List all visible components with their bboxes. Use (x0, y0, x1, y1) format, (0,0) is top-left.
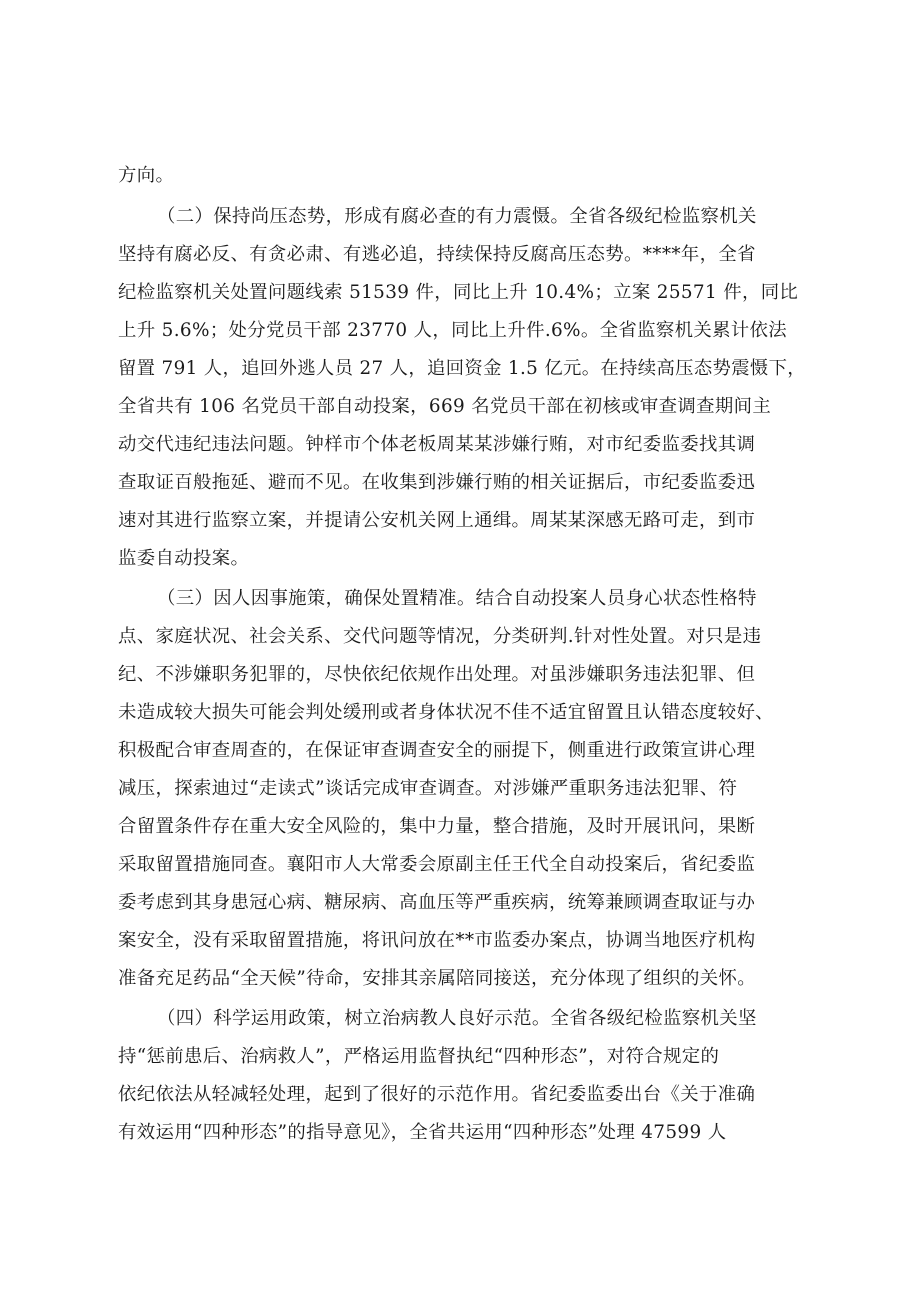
text-line: 留置 791 人，追回外逃人员 27 人，追回资金 1.5 亿元。在持续高压态势震慑下， (118, 358, 806, 379)
text-line: 监委自动投案。 (118, 548, 250, 569)
text-line: 点、家庭状况、社会关系、交代问题等情况，分类研判.针对性处置。对只是违 (118, 626, 762, 647)
text-line: 持“惩前患后、治病救人”，严格运用监督执纪“四种形态”，对符合规定的 (118, 1046, 720, 1067)
paragraph-heading-2: （二）保持尚压态势，形成有腐必查的有力震慑。全省各级纪检监察机关 (157, 206, 757, 227)
text-line: 动交代违纪违法问题。钟样市个体老板周某某涉嫌行贿，对市纪委监委找其调 (118, 434, 756, 455)
text-line: 坚持有腐必反、有贪必肃、有逃必追，持续保持反腐高压态势。****年，全省 (118, 244, 756, 265)
text-line: 委考虑到其身患冠心病、糖尿病、高血压等严重疾病，统筹兼顾调查取证与办 (118, 892, 756, 913)
paragraph-heading-4: （四）科学运用政策，树立治病教人良好示范。全省各级纪检监察机关坚 (157, 1008, 757, 1029)
text-line: 案安全，没有采取留置措施，将讯问放在**市监委办案点，协调当地医疗机构 (118, 930, 756, 951)
text-line: 未造成较大损失可能会判处缓刑或者身体状况不佳不适宜留置且认错态度较好、 (118, 702, 774, 723)
text-line: 方向。 (118, 165, 175, 186)
text-line: 积极配合审查周查的，在保证审查调查安全的丽提下，侧重进行政策宣讲心理 (118, 740, 756, 761)
text-line: 采取留置措施同查。襄阳市人大常委会原副主任王代全自动投案后，省纪委监 (118, 854, 756, 875)
text-line: 有效运用“四种形态”的指导意见》，全省共运用“四种形态”处理 47599 人 (118, 1122, 727, 1143)
text-line: 依纪依法从轻减轻处理，起到了很好的示范作用。省纪委监委出台《关于准确 (118, 1084, 756, 1105)
text-line: 上升 5.6%；处分党员干部 23770 人，同比上升件.6%。全省监察机关累计依法 (118, 320, 788, 341)
text-line: 纪检监察机关处置问题线索 51539 件，同比上升 10.4%；立案 25571 件，同比 (118, 282, 799, 303)
text-line: 速对其进行监察立案，并提请公安机关网上通缉。周某某深感无路可走，到市 (118, 510, 756, 531)
text-line: 全省共有 106 名党员干部自动投案，669 名党员干部在初核或审查调查期间主 (118, 396, 772, 417)
text-line: 纪、不涉嫌职务犯罪的，尽快依纪依规作出处理。对虽涉嫌职务违法犯罪、但 (118, 664, 756, 685)
text-line: 合留置条件存在重大安全风险的，集中力量，整合措施，及时开展讯问，果断 (118, 816, 756, 837)
text-line: 准备充足药品“全天候”待命，安排其亲属陪同接送，充分体现了组织的关怀。 (118, 968, 756, 989)
text-line: 减压，探索迪过“走读式”谈话完成审查调查。对涉嫌严重职务违法犯罪、符 (118, 778, 738, 799)
paragraph-heading-3: （三）因人因事施策，确保处置精准。结合自动投案人员身心状态性格特 (157, 588, 757, 609)
text-line: 查取证百般拖延、避而不见。在收集到涉嫌行贿的相关证据后，市纪委监委迅 (118, 472, 756, 493)
